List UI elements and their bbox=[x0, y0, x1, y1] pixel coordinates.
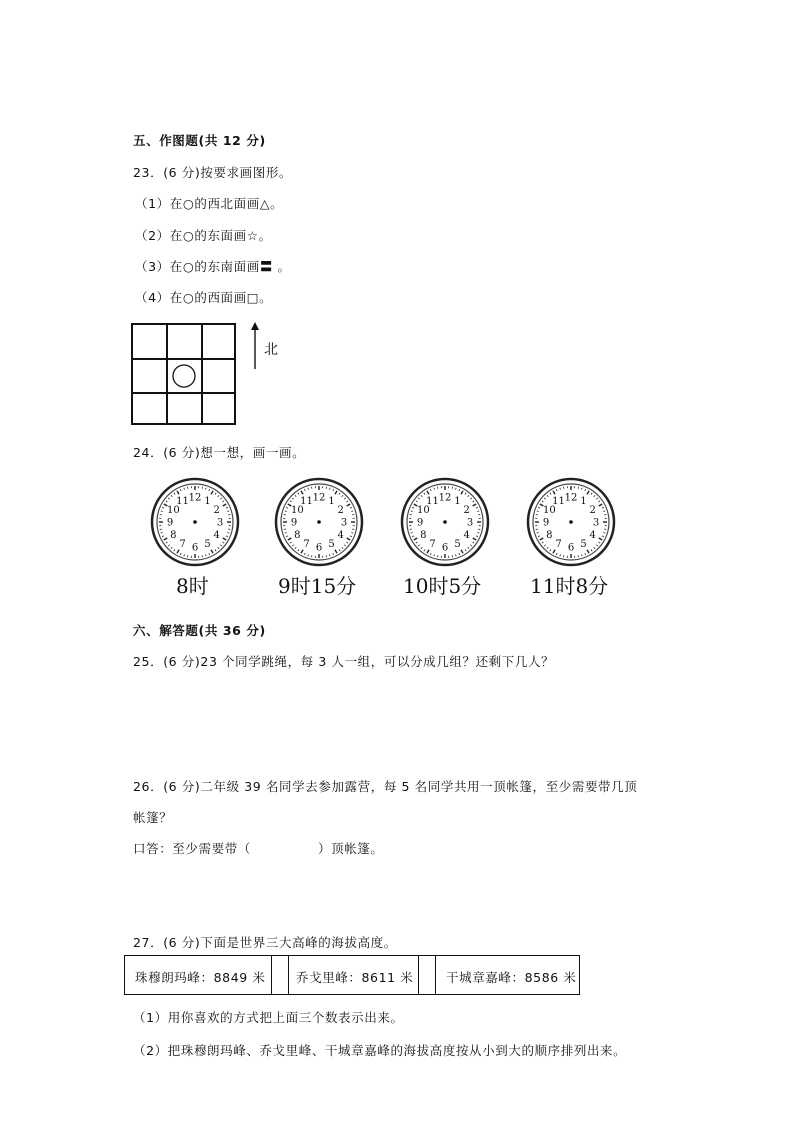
clock-dial-number: 11 bbox=[176, 495, 189, 507]
clock-dial-number: 12 bbox=[438, 492, 452, 504]
peak-cell-1 bbox=[125, 956, 272, 994]
question-23-item-1: （1）在○的西北面画△。 bbox=[135, 196, 284, 211]
clock-dial-number: 8 bbox=[420, 530, 427, 541]
clock-dial-number: 6 bbox=[441, 542, 449, 554]
clock-dial-number: 2 bbox=[213, 505, 220, 516]
clock-dial-number: 2 bbox=[463, 505, 470, 516]
clock-dial-number: 12 bbox=[188, 492, 202, 504]
clock-dial-number: 2 bbox=[589, 505, 596, 516]
clock-dial-number: 8 bbox=[170, 530, 177, 541]
clock-dial-number: 10 bbox=[542, 505, 556, 516]
clock-dial-number: 3 bbox=[466, 517, 474, 529]
peak-cell-2 bbox=[289, 956, 419, 994]
clock-dial-number: 9 bbox=[542, 517, 550, 529]
peak-cell-3 bbox=[436, 956, 579, 994]
question-23-item-4: （4）在○的西面画□。 bbox=[135, 290, 273, 305]
clock-dial-number: 12 bbox=[312, 492, 326, 504]
clock-dial-number: 5 bbox=[454, 539, 461, 551]
clock-dial-number: 9 bbox=[416, 517, 424, 529]
question-23-item-3: （3）在○的东南面画〓 。 bbox=[135, 259, 291, 274]
clock-dial-number: 8 bbox=[546, 530, 553, 541]
drawing-grid[interactable] bbox=[131, 323, 236, 425]
peak-1-text: 珠穆朗玛峰：8849 米 bbox=[135, 970, 266, 985]
question-26-answer-blank[interactable] bbox=[260, 836, 316, 854]
clock-face-4-icon[interactable] bbox=[526, 477, 616, 567]
clock-dial-number: 4 bbox=[213, 530, 220, 541]
clock-dial-number: 1 bbox=[580, 495, 587, 507]
question-27-sub-1: （1）用你喜欢的方式把上面三个数表示出来。 bbox=[133, 1010, 404, 1025]
clock-dial-number: 2 bbox=[337, 505, 344, 516]
section-five-heading: 五、作图题(共 12 分) bbox=[133, 133, 266, 148]
clock-dial-number: 8 bbox=[294, 530, 301, 541]
clock-label-4: 11时8分 bbox=[530, 574, 609, 598]
clock-dial-number: 6 bbox=[567, 542, 575, 554]
north-arrow-icon bbox=[249, 322, 261, 370]
question-27-title: 27．(6 分)下面是世界三大高峰的海拔高度。 bbox=[133, 935, 397, 950]
clock-dial-number: 9 bbox=[166, 517, 174, 529]
question-26-line-1: 26．(6 分)二年级 39 名同学去参加露营，每 5 名同学共用一顶帐篷，至少需要带几顶 bbox=[133, 779, 638, 794]
clock-dial-number: 1 bbox=[328, 495, 335, 507]
clock-dial-number: 10 bbox=[290, 505, 304, 516]
clock-dial-number: 10 bbox=[166, 505, 180, 516]
clock-face-3-icon[interactable] bbox=[400, 477, 490, 567]
question-26-answer-suffix: ）顶帐篷。 bbox=[318, 841, 384, 856]
clock-dial-number: 1 bbox=[454, 495, 461, 507]
peak-heights-table bbox=[124, 955, 580, 995]
section-six-heading: 六、解答题(共 36 分) bbox=[133, 623, 266, 638]
clock-dial-number: 7 bbox=[429, 539, 436, 551]
question-27-sub-2: （2）把珠穆朗玛峰、乔戈里峰、干城章嘉峰的海拔高度按从小到大的顺序排列出来。 bbox=[133, 1043, 627, 1058]
question-26-line-2: 帐篷？ bbox=[133, 810, 173, 825]
question-23-item-2: （2）在○的东面画☆。 bbox=[135, 228, 272, 243]
clock-dial-number: 9 bbox=[290, 517, 298, 529]
clock-face-2-icon[interactable] bbox=[274, 477, 364, 567]
peak-2-text: 乔戈里峰：8611 米 bbox=[296, 970, 414, 985]
clock-dial-number: 1 bbox=[204, 495, 211, 507]
clock-dial-number: 7 bbox=[303, 539, 310, 551]
clock-label-2: 9时15分 bbox=[278, 574, 357, 598]
clock-label-3: 10时5分 bbox=[403, 574, 482, 598]
question-25-text: 25．(6 分)23 个同学跳绳，每 3 人一组，可以分成几组？还剩下几人？ bbox=[133, 654, 555, 669]
clock-dial-number: 11 bbox=[300, 495, 313, 507]
clock-dial-number: 3 bbox=[216, 517, 224, 529]
table-gap-1 bbox=[272, 956, 289, 994]
clock-dial-number: 5 bbox=[328, 539, 335, 551]
clock-dial-number: 6 bbox=[315, 542, 323, 554]
clock-dial-number: 12 bbox=[564, 492, 578, 504]
clock-dial-number: 11 bbox=[426, 495, 439, 507]
clock-dial-number: 5 bbox=[580, 539, 587, 551]
clock-dial-number: 3 bbox=[592, 517, 600, 529]
question-26-answer-prefix: 口答：至少需要带（ bbox=[133, 841, 251, 856]
clock-dial-number: 3 bbox=[340, 517, 348, 529]
clock-dial-number: 11 bbox=[552, 495, 565, 507]
north-label: 北 bbox=[264, 342, 279, 358]
clock-dial-number: 4 bbox=[589, 530, 596, 541]
clock-dial-number: 7 bbox=[179, 539, 186, 551]
clock-dial-number: 7 bbox=[555, 539, 562, 551]
peak-3-text: 干城章嘉峰：8586 米 bbox=[446, 970, 577, 985]
table-gap-2 bbox=[419, 956, 436, 994]
clock-dial-number: 10 bbox=[416, 505, 430, 516]
clock-dial-number: 4 bbox=[337, 530, 344, 541]
clock-face-1-icon[interactable] bbox=[150, 477, 240, 567]
question-23-title: 23．(6 分)按要求画图形。 bbox=[133, 165, 293, 180]
clock-dial-number: 6 bbox=[191, 542, 199, 554]
clock-dial-number: 5 bbox=[204, 539, 211, 551]
clock-dial-number: 4 bbox=[463, 530, 470, 541]
center-circle-icon bbox=[171, 363, 197, 389]
question-24-title: 24．(6 分)想一想，画一画。 bbox=[133, 445, 306, 460]
clock-label-1: 8时 bbox=[176, 574, 209, 598]
